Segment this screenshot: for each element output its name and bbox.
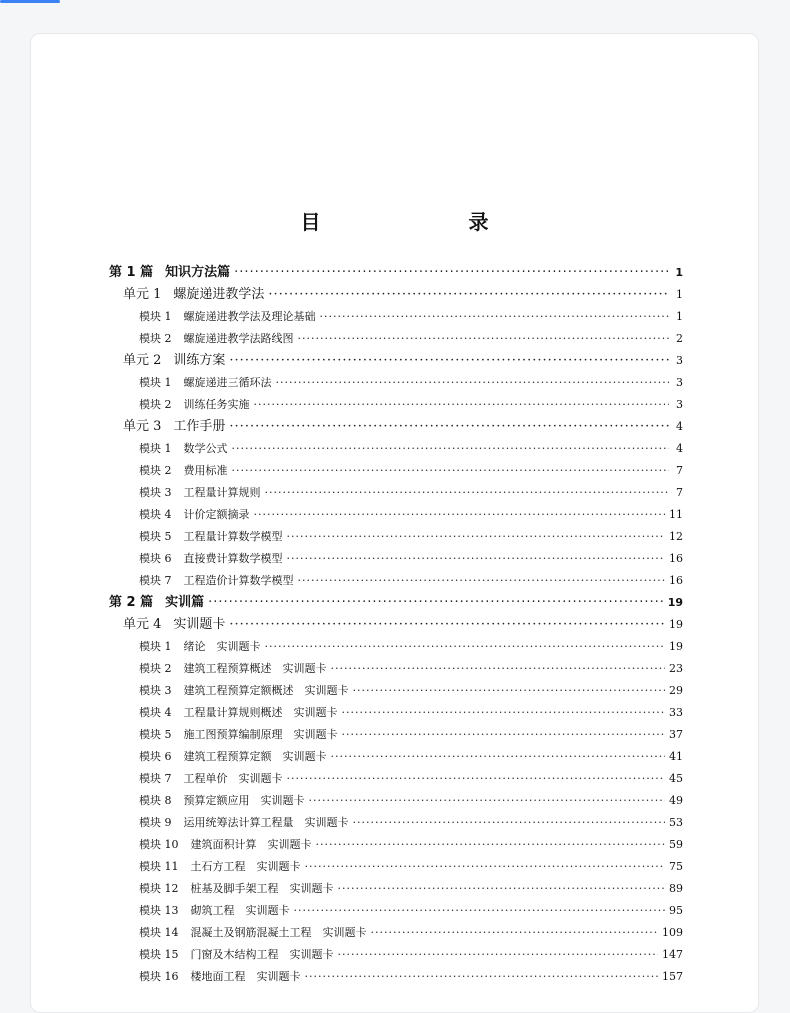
toc-entry-text: 工程量计算规则 [183,486,261,499]
toc-entry-text: 桩基及脚手架工程 实训题卡 [190,882,334,895]
toc-entry-text: 预算定额应用 实训题卡 [183,794,305,807]
toc-dot-leader [265,636,666,658]
toc-entry-text: 施工图预算编制原理 实训题卡 [183,728,338,741]
toc-entry-mod[interactable] [109,328,683,350]
toc-entry-number: 模块 10 [139,838,179,851]
toc-entry-number: 模块 5 [139,530,172,543]
toc-entry-number: 单元 2 [123,353,162,368]
toc-dot-leader [305,966,659,988]
toc-entry-label [123,350,225,372]
toc-entry-mod[interactable] [109,922,683,944]
toc-dot-leader [338,878,666,900]
toc-entry-number: 模块 13 [139,904,179,917]
toc-dot-leader [305,856,666,878]
page-title: 目 录 [300,210,525,234]
toc-entry-label [139,812,349,834]
toc-entry-label [139,504,250,526]
toc-entry-unit[interactable] [109,614,683,636]
toc-page-number: 45 [669,772,683,785]
toc-page-number: 3 [676,354,683,367]
toc-entry-label [139,306,316,328]
toc-page-number: 4 [676,420,683,433]
toc-entry-text: 实训题卡 [173,617,226,632]
toc-entry-label [139,482,261,504]
toc-dot-leader [338,944,659,966]
toc-entry-number: 模块 1 [139,442,172,455]
toc-entry-number: 单元 4 [123,617,162,632]
toc-entry-label [139,460,228,482]
toc-dot-leader [265,482,670,504]
toc-entry-number: 模块 1 [139,376,172,389]
toc-page-number: 19 [669,640,683,653]
toc-entry-number: 模块 3 [139,486,172,499]
toc-entry-part[interactable] [109,262,683,284]
toc-entry-text: 知识方法篇 [165,265,231,280]
toc-entry-label [139,328,294,350]
toc-page-number: 16 [669,552,683,565]
toc-entry-number: 模块 7 [139,574,172,587]
toc-entry-number: 模块 2 [139,662,172,675]
toc-entry-number: 模块 6 [139,750,172,763]
toc-dot-leader [234,262,669,284]
toc-entry-number: 模块 9 [139,816,172,829]
toc-page-number: 29 [669,684,683,697]
top-progress-accent [0,0,60,3]
toc-page-number: 157 [662,970,683,983]
toc-entry-number: 单元 1 [123,287,162,302]
toc-entry-text: 混凝土及钢筋混凝土工程 实训题卡 [190,926,367,939]
toc-page-number: 95 [669,904,683,917]
toc-entry-mod[interactable] [109,636,683,658]
toc-entry-label [123,416,225,438]
toc-entry-number: 模块 2 [139,332,172,345]
toc-entry-text: 螺旋递进教学法及理论基础 [183,310,316,323]
toc-dot-leader [232,460,670,482]
toc-entry-label [139,702,338,724]
toc-entry-label [139,636,261,658]
toc-entry-text: 实训篇 [165,595,205,610]
toc-dot-leader [287,548,666,570]
toc-entry-label [139,878,334,900]
toc-entry-label [139,944,334,966]
toc-entry-unit[interactable] [109,284,683,306]
toc-entry-text: 螺旋递进三循环法 [183,376,272,389]
toc-page-number: 4 [676,442,683,455]
toc-entry-label [139,526,283,548]
toc-entry-text: 费用标准 [183,464,228,477]
toc-entry-label [139,372,272,394]
toc-dot-leader [342,724,666,746]
toc-entry-label [139,856,301,878]
toc-page-number: 11 [669,508,683,521]
toc-page-number: 59 [669,838,683,851]
toc-entry-number: 模块 11 [139,860,179,873]
toc-entry-mod[interactable] [109,856,683,878]
toc-entry-number: 模块 1 [139,310,172,323]
toc-entry-text: 砌筑工程 实训题卡 [190,904,290,917]
toc-entry-number: 模块 6 [139,552,172,565]
toc-entry-mod[interactable] [109,724,683,746]
toc-entry-number: 模块 5 [139,728,172,741]
toc-entry-text: 螺旋递进教学法路线图 [183,332,294,345]
toc-entry-mod[interactable] [109,504,683,526]
toc-entry-number: 第 2 篇 [109,595,154,610]
toc-entry-text: 楼地面工程 实训题卡 [190,970,301,983]
toc-entry-mod[interactable] [109,790,683,812]
toc-entry-unit[interactable] [109,416,683,438]
toc-entry-number: 模块 12 [139,882,179,895]
toc-entry-text: 工程量计算数学模型 [183,530,283,543]
toc-entry-unit[interactable] [109,350,683,372]
toc-page-number: 49 [669,794,683,807]
toc-entry-number: 模块 3 [139,684,172,697]
toc-dot-leader [371,922,659,944]
toc-dot-leader [229,416,669,438]
toc-dot-leader [276,372,670,394]
toc-entry-label [139,746,327,768]
toc-entry-number: 单元 3 [123,419,162,434]
toc-page-number: 75 [669,860,683,873]
toc-page-number: 1 [675,266,683,279]
toc-entry-text: 绪论 实训题卡 [183,640,261,653]
toc-dot-leader [268,284,669,306]
toc-entry-text: 建筑工程预算定额概述 实训题卡 [183,684,349,697]
document-page [30,33,759,1013]
toc-page-number: 16 [669,574,683,587]
toc-entry-text: 门窗及木结构工程 实训题卡 [190,948,334,961]
toc-entry-mod[interactable] [109,702,683,724]
toc-entry-mod[interactable] [109,768,683,790]
toc-page-number: 89 [669,882,683,895]
toc-entry-label [139,658,327,680]
toc-entry-number: 模块 4 [139,508,172,521]
toc-dot-leader [287,768,666,790]
toc-entry-number: 第 1 篇 [109,265,154,280]
toc-page-number: 7 [676,464,683,477]
toc-page-number: 33 [669,706,683,719]
toc-entry-text: 计价定额摘录 [183,508,250,521]
toc-entry-label [139,966,301,988]
toc-dot-leader [353,812,666,834]
toc-entry-text: 直接费计算数学模型 [183,552,283,565]
toc-page-number: 7 [676,486,683,499]
toc-page-number: 12 [669,530,683,543]
toc-entry-mod[interactable] [109,966,683,988]
toc-entry-text: 工程造价计算数学模型 [183,574,294,587]
toc-entry-label [139,768,283,790]
toc-entry-number: 模块 8 [139,794,172,807]
toc-entry-label [109,262,230,284]
toc-dot-leader [254,504,666,526]
toc-entry-text: 建筑工程预算概述 实训题卡 [183,662,327,675]
toc-page-number: 3 [676,376,683,389]
toc-entry-label [139,724,338,746]
toc-entry-number: 模块 15 [139,948,179,961]
toc-entry-label [123,614,225,636]
toc-entry-mod[interactable] [109,834,683,856]
toc-entry-mod[interactable] [109,306,683,328]
toc-page-number: 147 [662,948,683,961]
toc-dot-leader [208,592,664,614]
toc-entry-mod[interactable] [109,438,683,460]
toc-entry-mod[interactable] [109,680,683,702]
toc-entry-mod[interactable] [109,482,683,504]
toc-dot-leader [229,350,669,372]
toc-entry-mod[interactable] [109,746,683,768]
toc-page-number: 2 [676,332,683,345]
toc-entry-label [139,922,367,944]
toc-entry-number: 模块 7 [139,772,172,785]
toc-dot-leader [331,658,666,680]
toc-entry-number: 模块 2 [139,464,172,477]
toc-page-number: 23 [669,662,683,675]
toc-dot-leader [342,702,666,724]
toc-dot-leader [298,570,666,592]
toc-dot-leader [331,746,666,768]
toc-entry-mod[interactable] [109,812,683,834]
toc-dot-leader [353,680,666,702]
toc-entry-text: 建筑面积计算 实训题卡 [190,838,312,851]
toc-entry-number: 模块 16 [139,970,179,983]
toc-dot-leader [294,900,666,922]
toc-dot-leader [309,790,666,812]
toc-page-number: 109 [662,926,683,939]
toc-entry-label [139,394,250,416]
toc-page-number: 1 [676,310,683,323]
toc-page-number: 53 [669,816,683,829]
toc-entry-text: 螺旋递进教学法 [173,287,265,302]
toc-entry-label [139,438,228,460]
toc-page-number: 19 [667,596,683,609]
toc-entry-mod[interactable] [109,460,683,482]
toc-entry-label [139,570,294,592]
toc-entry-mod[interactable] [109,394,683,416]
toc-entry-number: 模块 1 [139,640,172,653]
toc-entry-text: 训练任务实施 [183,398,250,411]
toc-entry-mod[interactable] [109,526,683,548]
toc-entry-mod[interactable] [109,372,683,394]
toc-entry-label [139,680,349,702]
toc-entry-text: 运用统筹法计算工程量 实训题卡 [183,816,349,829]
toc-dot-leader [254,394,670,416]
toc-entry-label [123,284,264,306]
toc-page-number: 41 [669,750,683,763]
toc-entry-mod[interactable] [109,658,683,680]
toc-entry-text: 训练方案 [173,353,226,368]
toc-entry-mod[interactable] [109,900,683,922]
toc-entry-mod[interactable] [109,548,683,570]
toc-entry-label [139,548,283,570]
toc-dot-leader [298,328,670,350]
toc-entry-text: 工程单价 实训题卡 [183,772,283,785]
toc-entry-text: 工作手册 [173,419,226,434]
toc-page-number: 3 [676,398,683,411]
toc-page-number: 37 [669,728,683,741]
toc-page-number: 19 [669,618,683,631]
toc-dot-leader [287,526,666,548]
toc-entry-text: 工程量计算规则概述 实训题卡 [183,706,338,719]
toc-entry-number: 模块 4 [139,706,172,719]
toc-entry-mod[interactable] [109,878,683,900]
toc-entry-text: 建筑工程预算定额 实训题卡 [183,750,327,763]
toc-entry-label [139,900,290,922]
toc-entry-text: 土石方工程 实训题卡 [190,860,301,873]
toc-page-number: 1 [676,288,683,301]
toc-dot-leader [229,614,665,636]
toc-dot-leader [232,438,670,460]
toc-entry-part[interactable] [109,592,683,614]
toc-entry-mod[interactable] [109,570,683,592]
toc-entry-label [109,592,204,614]
toc-entry-label [139,834,312,856]
toc-entry-number: 模块 2 [139,398,172,411]
toc-entry-mod[interactable] [109,944,683,966]
table-of-contents [109,262,683,988]
toc-entry-label [139,790,305,812]
toc-dot-leader [320,306,670,328]
toc-entry-number: 模块 14 [139,926,179,939]
toc-dot-leader [316,834,666,856]
toc-entry-text: 数学公式 [183,442,228,455]
